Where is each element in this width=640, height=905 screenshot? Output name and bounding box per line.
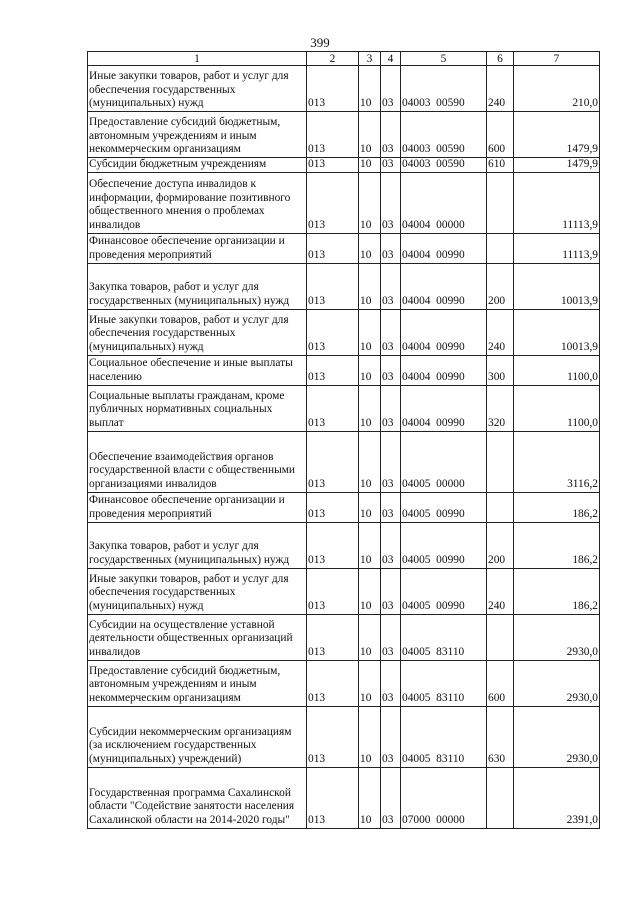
row-name: Социальные выплаты гражданам, кроме публичных нормативных социальных выплат [88, 385, 307, 431]
cell-col4: 03 [381, 263, 401, 309]
cell-col4: 03 [381, 431, 401, 492]
col-header-2: 2 [307, 52, 359, 66]
cell-col2: 013 [307, 263, 359, 309]
cell-col2: 013 [307, 233, 359, 263]
cell-col7: 1100,0 [514, 355, 600, 385]
cell-col7: 11113,9 [514, 233, 600, 263]
budget-table [87, 51, 600, 829]
col-header-4: 4 [381, 52, 401, 66]
table-row [88, 660, 600, 706]
cell-col4: 03 [381, 112, 401, 158]
col-header-3: 3 [359, 52, 381, 66]
cell-col6: 630 [487, 706, 514, 767]
table-row [88, 172, 600, 233]
table-row [88, 568, 600, 614]
cell-col5: 04004 00990 [401, 355, 487, 385]
cell-col3: 10 [359, 568, 381, 614]
cell-col7: 2930,0 [514, 614, 600, 660]
cell-col5: 04005 83110 [401, 706, 487, 767]
table-row [88, 112, 600, 158]
page-number: 399 [310, 35, 330, 50]
cell-col5: 04003 00590 [401, 112, 487, 158]
cell-col7: 11113,9 [514, 172, 600, 233]
cell-col4: 03 [381, 767, 401, 828]
col-header-7: 7 [514, 52, 600, 66]
cell-col6 [487, 492, 514, 522]
cell-col6 [487, 614, 514, 660]
cell-col6: 320 [487, 385, 514, 431]
col-header-6: 6 [487, 52, 514, 66]
cell-col7: 1479,9 [514, 158, 600, 173]
cell-col2: 013 [307, 492, 359, 522]
table-row [88, 66, 600, 112]
cell-col4: 03 [381, 233, 401, 263]
cell-col7: 2930,0 [514, 706, 600, 767]
table-row [88, 355, 600, 385]
cell-col7: 10013,9 [514, 309, 600, 355]
row-name: Обеспечение доступа инвалидов к информации, формирование позитивного общественного мнения о проблемах инвалидов [88, 172, 307, 233]
cell-col4: 03 [381, 522, 401, 568]
cell-col4: 03 [381, 660, 401, 706]
row-name: Финансовое обеспечение организации и проведения мероприятий [88, 492, 307, 522]
cell-col3: 10 [359, 385, 381, 431]
cell-col7: 1100,0 [514, 385, 600, 431]
cell-col5: 04005 00990 [401, 522, 487, 568]
cell-col6: 300 [487, 355, 514, 385]
cell-col5: 04003 00590 [401, 158, 487, 173]
cell-col7: 186,2 [514, 492, 600, 522]
cell-col6: 600 [487, 112, 514, 158]
cell-col4: 03 [381, 309, 401, 355]
cell-col4: 03 [381, 158, 401, 173]
cell-col3: 10 [359, 522, 381, 568]
cell-col4: 03 [381, 492, 401, 522]
cell-col6: 240 [487, 309, 514, 355]
cell-col2: 013 [307, 660, 359, 706]
cell-col3: 10 [359, 309, 381, 355]
cell-col7: 10013,9 [514, 263, 600, 309]
cell-col7: 2391,0 [514, 767, 600, 828]
cell-col6 [487, 172, 514, 233]
cell-col5: 07000 00000 [401, 767, 487, 828]
table-row [88, 522, 600, 568]
cell-col3: 10 [359, 431, 381, 492]
cell-col4: 03 [381, 66, 401, 112]
cell-col4: 03 [381, 568, 401, 614]
cell-col4: 03 [381, 172, 401, 233]
cell-col7: 1479,9 [514, 112, 600, 158]
cell-col6: 600 [487, 660, 514, 706]
row-name: Субсидии на осуществление уставной деятельности общественных организаций инвалидов [88, 614, 307, 660]
row-name: Субсидии бюджетным учреждениям [88, 158, 307, 173]
cell-col2: 013 [307, 706, 359, 767]
cell-col6 [487, 233, 514, 263]
row-name: Обеспечение взаимодействия органов государственной власти с общественными организациями инвалидов [88, 431, 307, 492]
cell-col4: 03 [381, 706, 401, 767]
cell-col5: 04004 00990 [401, 233, 487, 263]
cell-col6 [487, 431, 514, 492]
cell-col3: 10 [359, 492, 381, 522]
cell-col6: 610 [487, 158, 514, 173]
col-header-5: 5 [401, 52, 487, 66]
cell-col2: 013 [307, 431, 359, 492]
cell-col2: 013 [307, 309, 359, 355]
table-row [88, 706, 600, 767]
row-name: Иные закупки товаров, работ и услуг для обеспечения государственных (муниципальных) нужд [88, 309, 307, 355]
cell-col6: 240 [487, 568, 514, 614]
row-name: Социальное обеспечение и иные выплаты населению [88, 355, 307, 385]
row-name: Иные закупки товаров, работ и услуг для обеспечения государственных (муниципальных) нужд [88, 66, 307, 112]
cell-col7: 186,2 [514, 522, 600, 568]
cell-col4: 03 [381, 385, 401, 431]
table-row [88, 614, 600, 660]
cell-col3: 10 [359, 614, 381, 660]
cell-col6: 240 [487, 66, 514, 112]
cell-col7: 3116,2 [514, 431, 600, 492]
cell-col3: 10 [359, 158, 381, 173]
row-name: Предоставление субсидий бюджетным, автономным учреждениям и иным некоммерческим организациям [88, 660, 307, 706]
row-name: Иные закупки товаров, работ и услуг для обеспечения государственных (муниципальных) нужд [88, 568, 307, 614]
row-name: Субсидии некоммерческим организациям (за исключением государственных (муниципальных) учреждений) [88, 706, 307, 767]
cell-col5: 04004 00990 [401, 309, 487, 355]
table-row [88, 385, 600, 431]
cell-col2: 013 [307, 355, 359, 385]
cell-col3: 10 [359, 263, 381, 309]
cell-col3: 10 [359, 660, 381, 706]
table-row [88, 233, 600, 263]
cell-col2: 013 [307, 158, 359, 173]
row-name: Финансовое обеспечение организации и проведения мероприятий [88, 233, 307, 263]
row-name: Закупка товаров, работ и услуг для государственных (муниципальных) нужд [88, 263, 307, 309]
col-header-1: 1 [88, 52, 307, 66]
table-row [88, 431, 600, 492]
table-row [88, 263, 600, 309]
cell-col3: 10 [359, 66, 381, 112]
cell-col5: 04004 00990 [401, 385, 487, 431]
row-name: Предоставление субсидий бюджетным, автономным учреждениям и иным некоммерческим организациям [88, 112, 307, 158]
row-name: Закупка товаров, работ и услуг для государственных (муниципальных) нужд [88, 522, 307, 568]
cell-col2: 013 [307, 614, 359, 660]
cell-col2: 013 [307, 66, 359, 112]
table-row [88, 158, 600, 173]
table-row [88, 492, 600, 522]
cell-col3: 10 [359, 112, 381, 158]
cell-col4: 03 [381, 355, 401, 385]
cell-col3: 10 [359, 233, 381, 263]
cell-col4: 03 [381, 614, 401, 660]
cell-col2: 013 [307, 385, 359, 431]
cell-col7: 2930,0 [514, 660, 600, 706]
cell-col2: 013 [307, 568, 359, 614]
cell-col5: 04005 83110 [401, 614, 487, 660]
cell-col5: 04005 00990 [401, 492, 487, 522]
cell-col3: 10 [359, 355, 381, 385]
table-row [88, 309, 600, 355]
cell-col5: 04004 00990 [401, 263, 487, 309]
cell-col5: 04004 00000 [401, 172, 487, 233]
table-row [88, 767, 600, 828]
cell-col3: 10 [359, 706, 381, 767]
cell-col6: 200 [487, 522, 514, 568]
cell-col2: 013 [307, 112, 359, 158]
cell-col3: 10 [359, 767, 381, 828]
cell-col2: 013 [307, 767, 359, 828]
header-row [88, 52, 600, 66]
cell-col2: 013 [307, 172, 359, 233]
cell-col2: 013 [307, 522, 359, 568]
cell-col5: 04005 83110 [401, 660, 487, 706]
cell-col5: 04005 00000 [401, 431, 487, 492]
cell-col7: 210,0 [514, 66, 600, 112]
cell-col6: 200 [487, 263, 514, 309]
cell-col7: 186,2 [514, 568, 600, 614]
cell-col6 [487, 767, 514, 828]
cell-col5: 04005 00990 [401, 568, 487, 614]
cell-col5: 04003 00590 [401, 66, 487, 112]
row-name: Государственная программа Сахалинской области "Содействие занятости населения Сахалинской области на 2014-2020 годы" [88, 767, 307, 828]
cell-col3: 10 [359, 172, 381, 233]
